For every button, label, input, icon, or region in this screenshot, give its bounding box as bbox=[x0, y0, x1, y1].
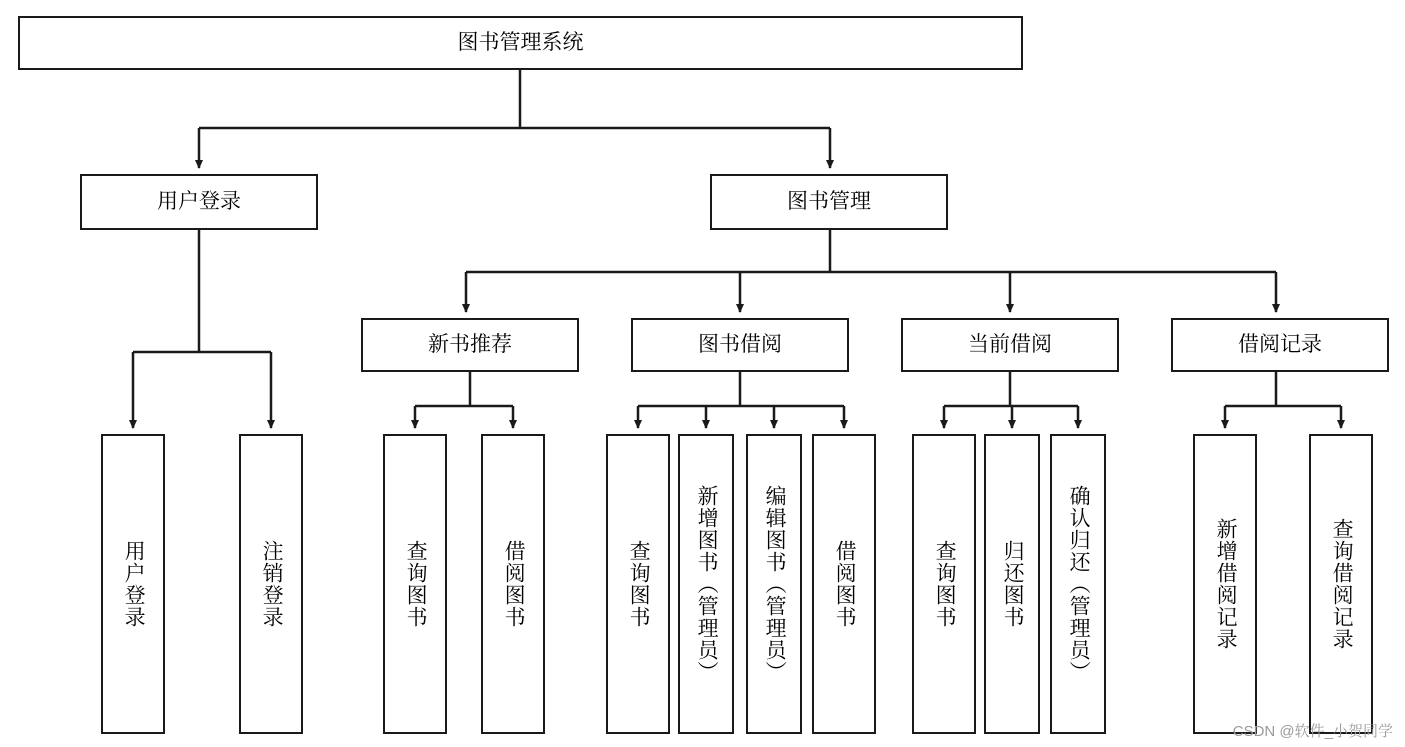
leaf-add-book-admin[interactable] bbox=[678, 434, 734, 734]
node-label: 查询图书 bbox=[404, 540, 428, 628]
node-label: 归还图书 bbox=[1001, 540, 1025, 628]
leaf-add-borrow-record[interactable] bbox=[1193, 434, 1257, 734]
leaf-logout[interactable] bbox=[239, 434, 303, 734]
node-label: 查询图书 bbox=[933, 540, 957, 628]
leaf-borrow-book-new[interactable] bbox=[481, 434, 545, 734]
node-root[interactable] bbox=[18, 16, 1023, 70]
node-label: 借阅记录 bbox=[1238, 332, 1322, 356]
leaf-confirm-return-admin[interactable] bbox=[1050, 434, 1106, 734]
node-new-book-recommend[interactable] bbox=[361, 318, 579, 372]
leaf-query-book-current[interactable] bbox=[912, 434, 976, 734]
leaf-user-login[interactable] bbox=[101, 434, 165, 734]
node-user-login[interactable] bbox=[80, 174, 318, 230]
node-label: 用户登录 bbox=[157, 189, 241, 213]
leaf-query-book-borrow[interactable] bbox=[606, 434, 670, 734]
node-label: 用户登录 bbox=[122, 540, 146, 628]
node-label: 确认归还（管理员） bbox=[1067, 485, 1091, 683]
leaf-return-book[interactable] bbox=[984, 434, 1040, 734]
node-label: 查询图书 bbox=[627, 540, 651, 628]
node-label: 当前借阅 bbox=[968, 332, 1052, 356]
node-label: 图书借阅 bbox=[698, 332, 782, 356]
node-label: 注销登录 bbox=[260, 540, 284, 628]
node-label: 图书管理 bbox=[787, 189, 871, 213]
node-label: 新书推荐 bbox=[428, 332, 512, 356]
node-book-management[interactable] bbox=[710, 174, 948, 230]
node-label: 借阅图书 bbox=[502, 540, 526, 628]
leaf-query-book-new[interactable] bbox=[383, 434, 447, 734]
node-label: 新增借阅记录 bbox=[1214, 518, 1238, 650]
leaf-borrow-book[interactable] bbox=[812, 434, 876, 734]
node-label: 借阅图书 bbox=[833, 540, 857, 628]
node-label: 编辑图书（管理员） bbox=[763, 485, 787, 683]
node-label: 新增图书（管理员） bbox=[695, 485, 719, 683]
leaf-edit-book-admin[interactable] bbox=[746, 434, 802, 734]
node-borrow-records[interactable] bbox=[1171, 318, 1389, 372]
watermark: CSDN @软件_小贺同学 bbox=[1232, 723, 1393, 740]
node-label: 图书管理系统 bbox=[457, 30, 584, 54]
leaf-query-borrow-record[interactable] bbox=[1309, 434, 1373, 734]
node-label: 查询借阅记录 bbox=[1330, 518, 1354, 650]
node-book-borrow[interactable] bbox=[631, 318, 849, 372]
node-current-borrow[interactable] bbox=[901, 318, 1119, 372]
